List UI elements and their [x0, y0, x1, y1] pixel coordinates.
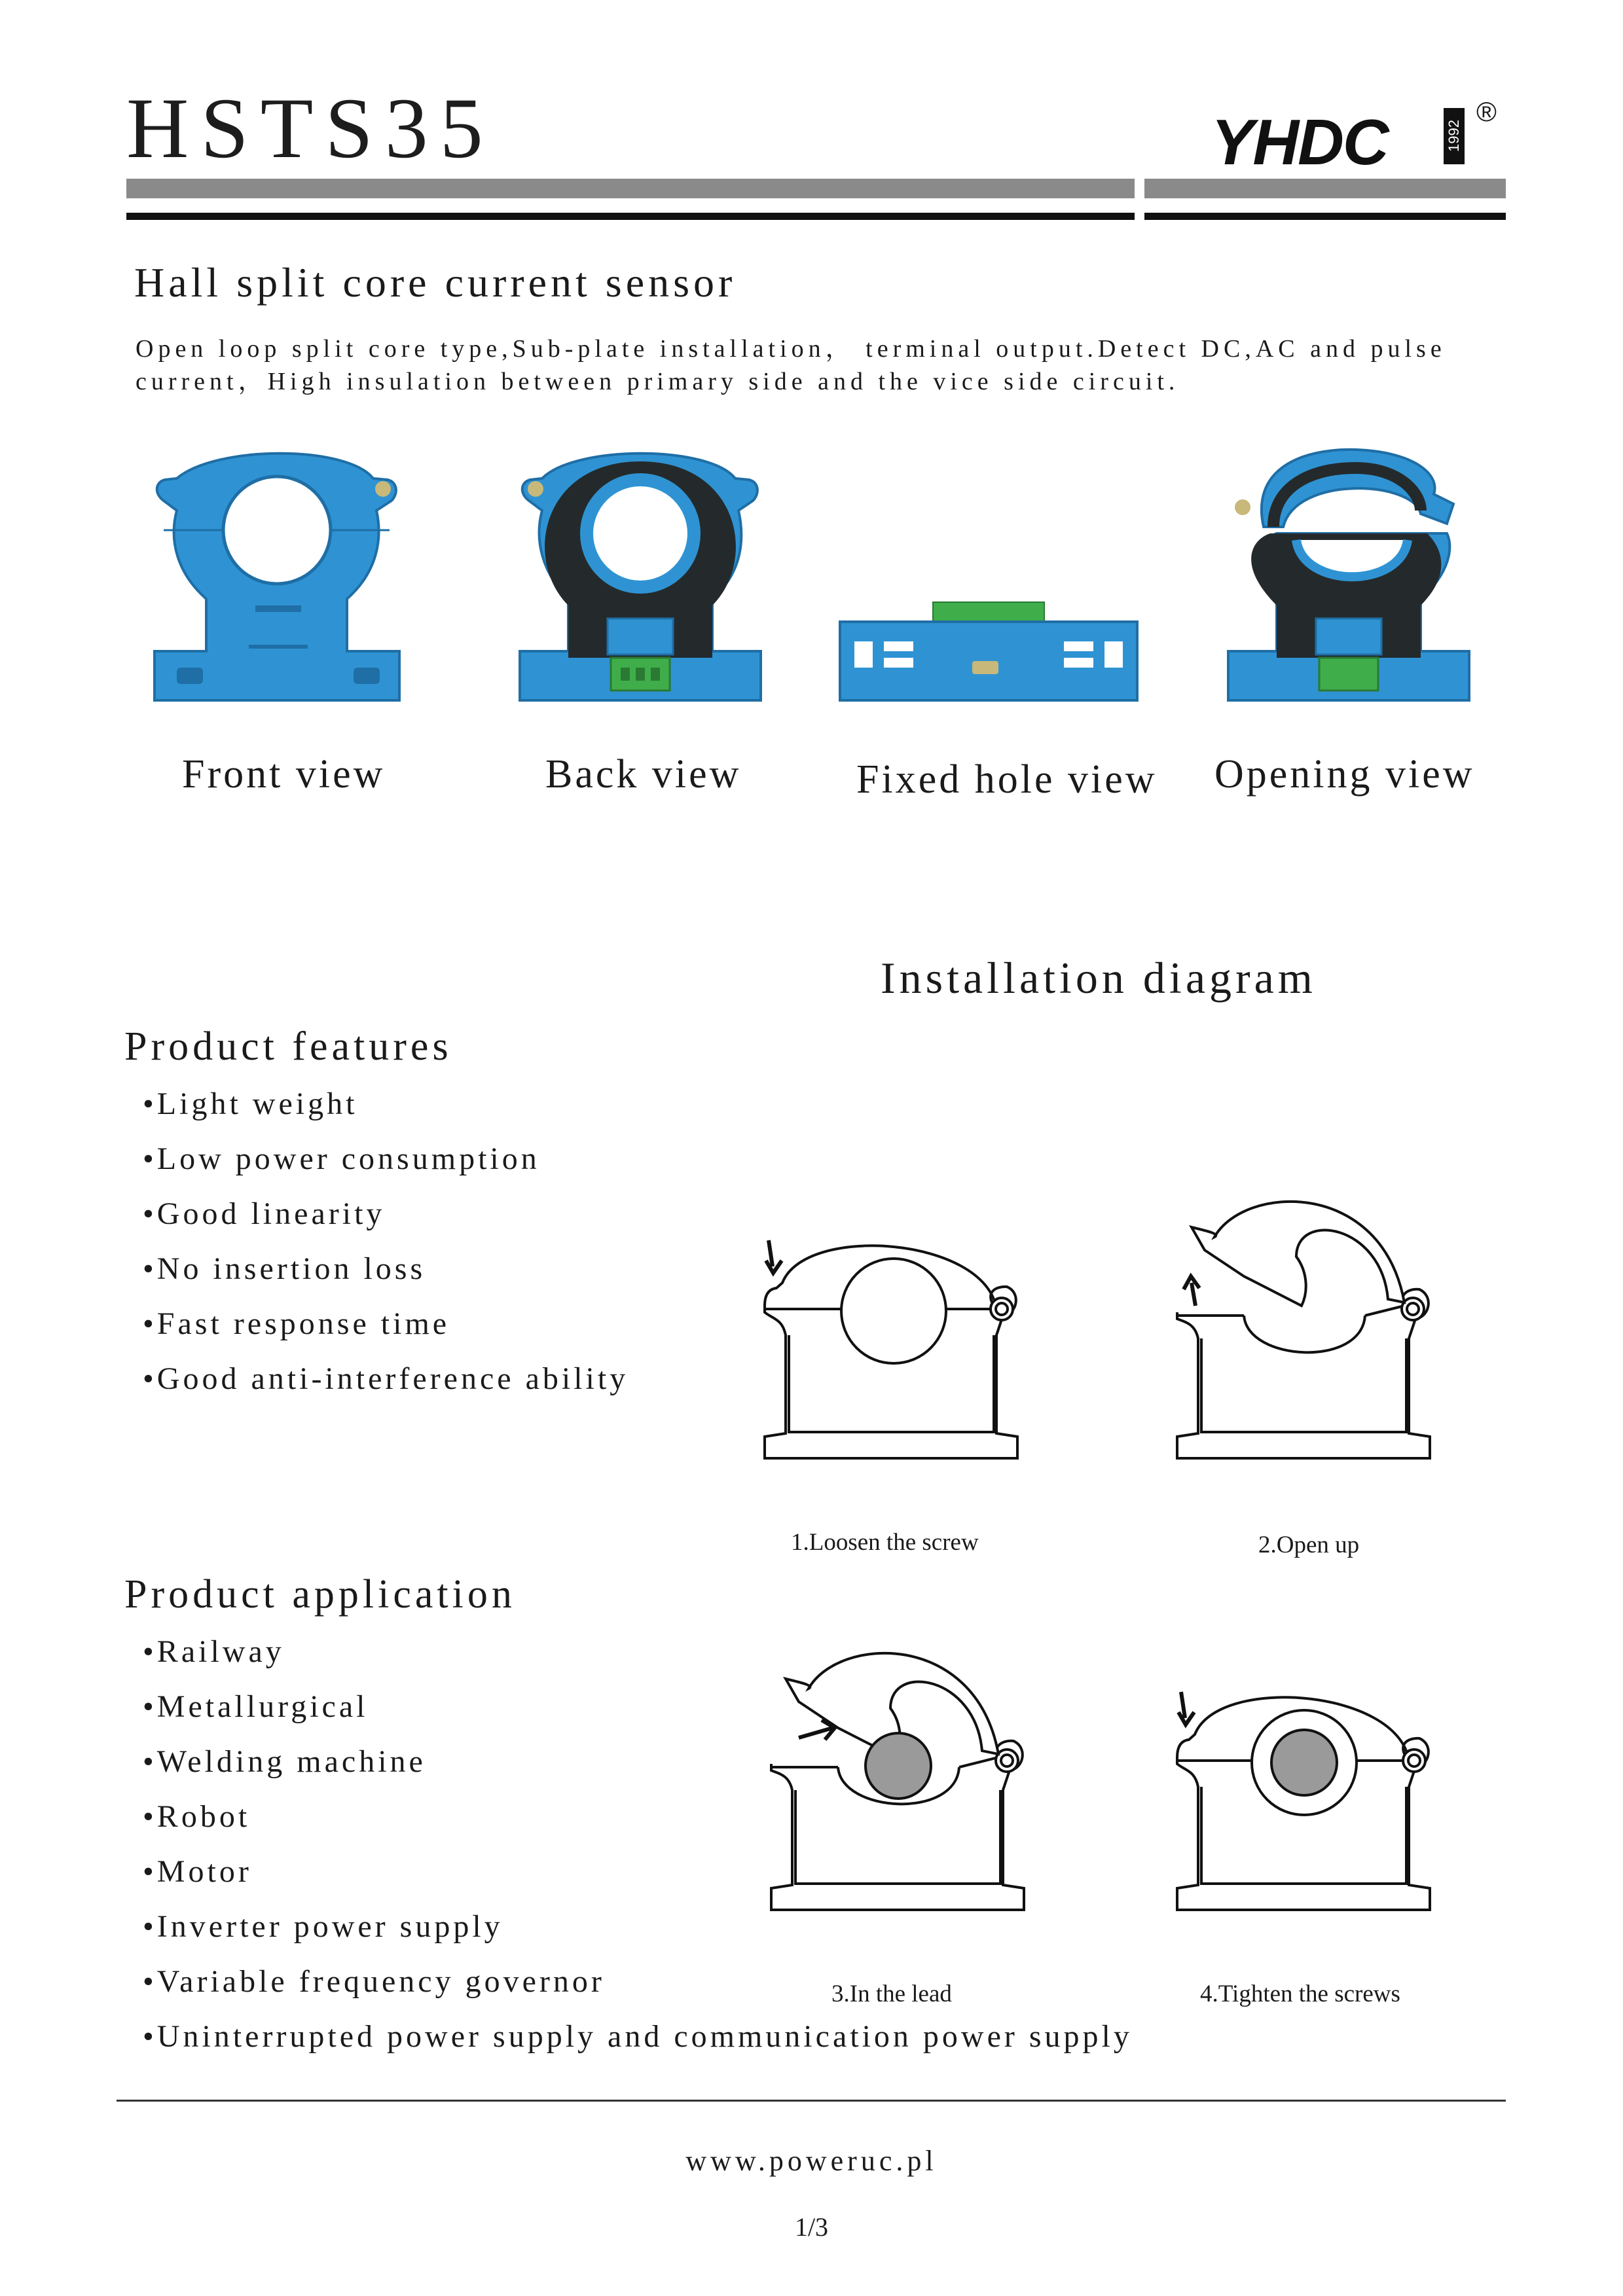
- caption-back-view: Back view: [545, 752, 742, 797]
- installation-diagram-title: Installation diagram: [881, 953, 1317, 1003]
- feature-item: •Fast response time: [143, 1306, 450, 1341]
- feature-item: •Low power consumption: [143, 1141, 540, 1176]
- application-item: •Motor: [143, 1854, 252, 1889]
- feature-item: •Good linearity: [143, 1196, 386, 1231]
- application-item: •Welding machine: [143, 1744, 426, 1779]
- install-step-1-label: 1.Loosen the screw: [791, 1529, 979, 1556]
- application-item: •Railway: [143, 1634, 285, 1669]
- install-step-4-diagram: [1165, 1662, 1440, 1950]
- application-item: •Inverter power supply: [143, 1909, 503, 1944]
- fixed-hole-view-photo: [835, 589, 1142, 707]
- application-item: •Robot: [143, 1799, 251, 1834]
- install-step-1-diagram: [753, 1211, 1028, 1499]
- page-number: 1/3: [794, 2212, 829, 2242]
- product-features-title: Product features: [124, 1024, 452, 1069]
- feature-item: •Light weight: [143, 1086, 358, 1121]
- product-application-title: Product application: [124, 1572, 516, 1617]
- brand-logo-year: 1992: [1444, 108, 1465, 164]
- product-description: Open loop split core type,Sub-plate installation， terminal output.Detect DC,AC and pulse current，High insulation between primary side and the vice side circuit.: [136, 335, 1446, 395]
- product-subtitle: Hall split core current sensor: [134, 259, 737, 306]
- application-item: •Uninterrupted power supply and communication power supply: [143, 2019, 1133, 2054]
- application-item: •Variable frequency governor: [143, 1964, 605, 1999]
- feature-item: •No insertion loss: [143, 1251, 426, 1286]
- install-step-3-diagram: [759, 1623, 1034, 1950]
- header-bar-black-left: [126, 213, 1135, 220]
- header-bar-black-right: [1144, 213, 1506, 220]
- caption-front-view: Front view: [182, 752, 386, 797]
- header-bar-grey-left: [126, 179, 1135, 198]
- opening-view-photo: [1224, 442, 1473, 707]
- install-step-3-label: 3.In the lead: [831, 1981, 952, 2007]
- front-view-photo: [151, 442, 406, 707]
- install-step-2-diagram: [1165, 1172, 1440, 1499]
- caption-opening-view: Opening view: [1214, 752, 1475, 797]
- caption-fixed-hole-view: Fixed hole view: [856, 757, 1158, 802]
- registered-mark: ®: [1476, 96, 1497, 127]
- header-bar-grey-right: [1144, 179, 1506, 198]
- feature-item: •Good anti-interference ability: [143, 1361, 629, 1396]
- install-step-4-label: 4.Tighten the screws: [1200, 1981, 1400, 2007]
- application-item: •Metallurgical: [143, 1689, 369, 1724]
- install-step-2-label: 2.Open up: [1258, 1532, 1360, 1558]
- back-view-photo: [516, 442, 765, 707]
- product-model: HSTS35: [126, 80, 495, 176]
- footer-website: www.poweruc.pl: [685, 2145, 938, 2177]
- footer-divider: [117, 2100, 1506, 2102]
- brand-logo: YHDC: [1211, 106, 1388, 178]
- product-features-list: [143, 1077, 629, 1407]
